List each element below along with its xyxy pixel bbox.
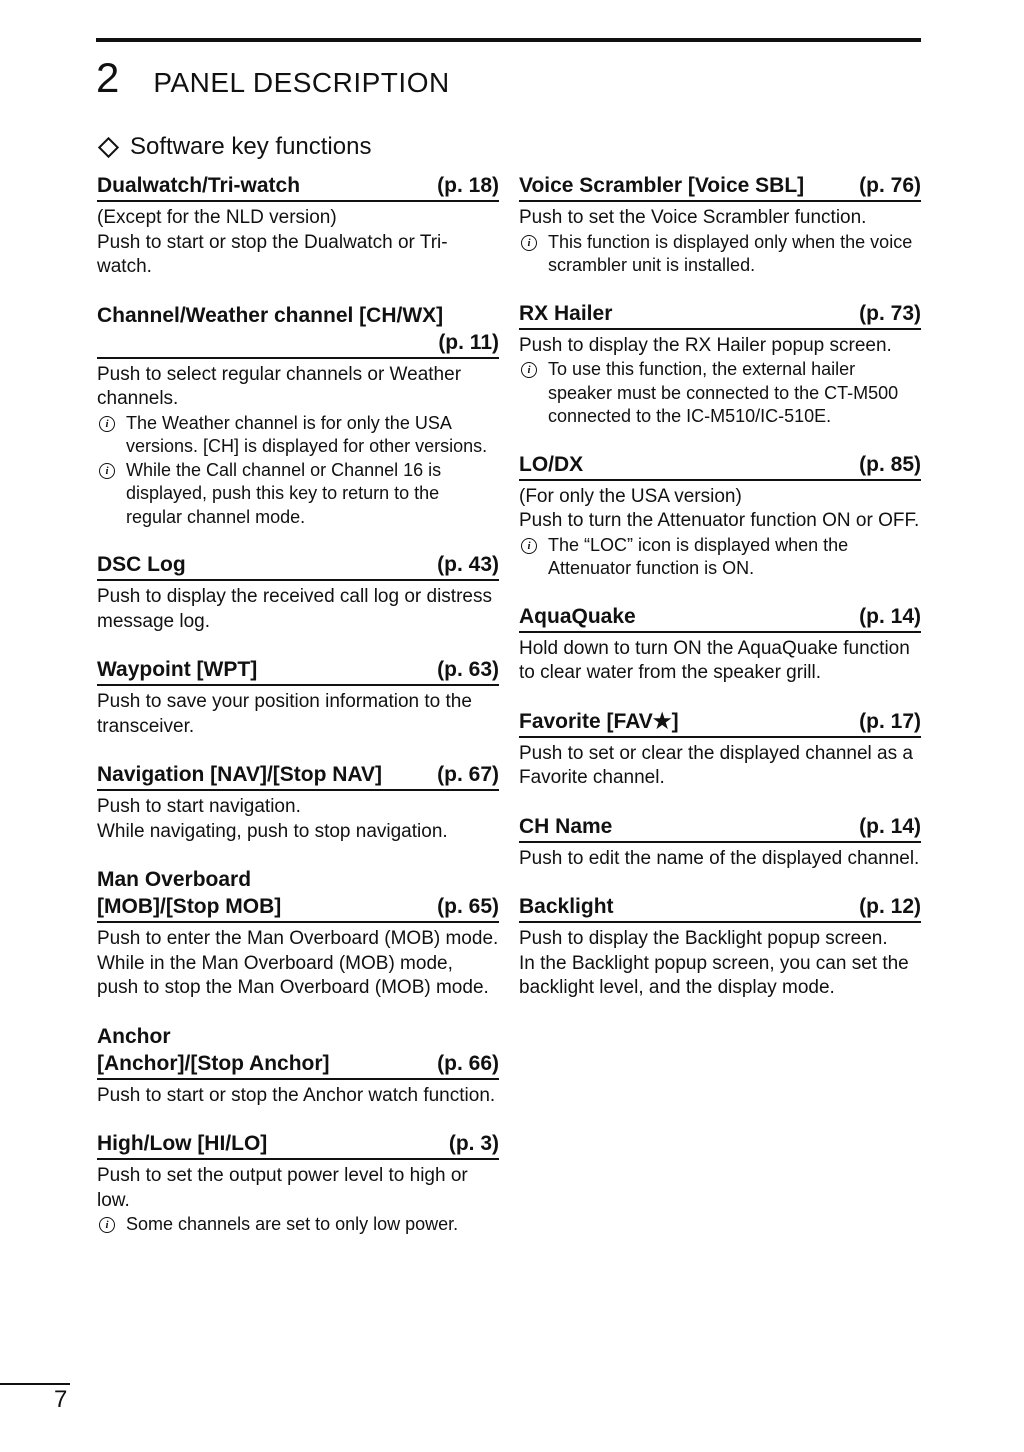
info-icon: i — [521, 538, 537, 554]
page-number: 7 — [54, 1386, 68, 1413]
info-icon: i — [521, 362, 537, 378]
function-entry — [519, 708, 921, 791]
function-heading — [519, 603, 921, 633]
subsection-heading — [97, 133, 371, 161]
function-title: DSC Log — [97, 553, 186, 576]
function-entry — [97, 1130, 499, 1237]
description-line: Push to save your position information to the transceiver. — [97, 691, 472, 737]
page-reference: (p. 76) — [859, 174, 921, 197]
function-heading-row — [97, 656, 499, 683]
description-line: Push to display the RX Hailer popup screen. — [519, 334, 892, 356]
function-heading — [519, 451, 921, 481]
function-heading — [97, 1023, 499, 1080]
function-title: Backlight — [519, 895, 614, 918]
function-entry — [97, 761, 499, 844]
note-text: The Weather channel is for only the USA versions. [CH] is displayed for other versions. — [126, 412, 488, 456]
top-rule — [96, 38, 921, 42]
function-heading-row — [519, 451, 921, 478]
description-line: Push to set the output power level to high or low. — [97, 1165, 468, 1211]
description-line: While navigating, push to stop navigation. — [97, 820, 448, 842]
function-title: Man Overboard — [97, 868, 252, 891]
description-line: Push to set the Voice Scrambler function. — [519, 207, 867, 228]
function-entry — [97, 1023, 499, 1109]
function-heading-row — [97, 1130, 499, 1157]
page-reference: (p. 12) — [859, 895, 921, 918]
description-line: Push to start or stop the Anchor watch function. — [97, 1084, 496, 1106]
page-reference: (p. 66) — [437, 1051, 499, 1075]
diamond-icon — [98, 136, 119, 157]
info-icon: i — [521, 235, 537, 251]
description-line: Push to set or clear the displayed channel as a Favorite channel. — [519, 742, 913, 788]
note — [97, 1213, 499, 1237]
description-line: Push to display the Backlight popup screen. — [519, 928, 888, 949]
function-entry — [519, 813, 921, 872]
info-icon: i — [99, 416, 115, 432]
page-reference: (p. 63) — [437, 658, 499, 681]
function-title: Navigation [NAV]/[Stop NAV] — [97, 763, 383, 786]
function-title: LO/DX — [519, 452, 584, 476]
function-heading-row — [519, 300, 921, 327]
function-heading-row — [519, 603, 921, 630]
note-text: While the Call channel or Channel 16 is displayed, push this key to return to the regular channel mode. — [126, 459, 442, 527]
function-heading — [97, 761, 499, 791]
function-heading-row — [519, 813, 921, 840]
function-heading-row — [97, 551, 499, 578]
note — [97, 412, 499, 459]
description-line: Push to start or stop the Dualwatch or Tri-watch. — [97, 231, 448, 277]
function-heading-row — [97, 172, 499, 199]
note-text: The “LOC” icon is displayed when the Attenuator function is ON. — [548, 534, 849, 578]
function-entry — [519, 893, 921, 1001]
function-key: [Anchor]/[Stop Anchor] — [97, 1051, 330, 1075]
page-reference: (p. 3) — [448, 1132, 499, 1155]
function-heading — [97, 551, 499, 581]
function-entry — [97, 551, 499, 634]
page-reference: (p. 14) — [859, 814, 921, 838]
function-title: Channel/Weather channel [CH/WX] — [97, 303, 444, 327]
function-title: Dualwatch/Tri-watch — [97, 174, 301, 197]
note-text: Some channels are set to only low power. — [126, 1214, 459, 1234]
function-title: High/Low [HI/LO] — [97, 1132, 268, 1155]
function-entry — [97, 656, 499, 739]
function-heading-row — [97, 761, 499, 788]
function-heading — [97, 656, 499, 686]
function-heading — [519, 813, 921, 843]
page-reference: (p. 85) — [859, 452, 921, 476]
note — [519, 358, 921, 429]
description-line: While in the Man Overboard (MOB) mode, push to stop the Man Overboard (MOB) mode. — [97, 952, 489, 998]
page-reference: (p. 43) — [437, 553, 499, 576]
function-title: RX Hailer — [519, 301, 613, 325]
description-line: Push to start navigation. — [97, 796, 301, 817]
function-heading — [97, 1130, 499, 1160]
function-heading-row — [519, 708, 921, 735]
chapter-number: 2 — [96, 54, 120, 101]
note — [519, 534, 921, 581]
page-reference: (p. 73) — [859, 301, 921, 325]
page-reference: (p. 67) — [437, 763, 499, 786]
description-line: Hold down to turn ON the AquaQuake function to clear water from the speaker grill. — [519, 637, 910, 683]
description-line: In the Backlight popup screen, you can set the backlight level, and the display mode. — [519, 952, 909, 998]
page-reference: (p. 65) — [437, 895, 499, 918]
info-icon: i — [99, 463, 115, 479]
function-heading — [519, 708, 921, 738]
function-entry — [519, 451, 921, 581]
function-entry — [97, 302, 499, 530]
note — [97, 459, 499, 530]
function-title: Voice Scrambler [Voice SBL] — [519, 174, 805, 197]
function-heading-row — [519, 172, 921, 199]
page-reference: (p. 17) — [859, 709, 921, 733]
function-title: Favorite [FAV★] — [519, 709, 679, 733]
page-reference: (p. 14) — [859, 604, 921, 628]
note-text: This function is displayed only when the voice scrambler unit is installed. — [548, 231, 913, 275]
function-heading — [97, 866, 499, 923]
description-line: (For only the USA version) — [519, 485, 742, 507]
function-heading — [519, 893, 921, 923]
function-entry — [519, 172, 921, 278]
function-key: [MOB]/[Stop MOB] — [97, 895, 282, 918]
function-entry — [97, 172, 499, 280]
note-text: To use this function, the external hailer speaker must be connected to the CT-M500 connected to the IC-M510/IC-510E. — [548, 359, 899, 426]
note — [519, 231, 921, 278]
function-heading — [97, 172, 499, 202]
description-line: Push to enter the Man Overboard (MOB) mode. — [97, 928, 499, 949]
function-entry — [519, 603, 921, 686]
function-heading — [519, 300, 921, 330]
page-reference: (p. 18) — [437, 174, 499, 197]
chapter-header — [96, 54, 450, 102]
function-title: CH Name — [519, 814, 613, 838]
description-line: Push to select regular channels or Weather channels. — [97, 363, 462, 409]
description-line: (Except for the NLD version) — [97, 207, 337, 228]
page-number-rule — [0, 1383, 70, 1385]
description-line: Push to turn the Attenuator function ON or OFF. — [519, 510, 920, 531]
function-title: Anchor — [97, 1024, 171, 1048]
function-title: AquaQuake — [519, 604, 636, 628]
left-column — [97, 172, 499, 1259]
right-column — [519, 172, 921, 1023]
function-heading — [519, 172, 921, 202]
function-entry — [519, 300, 921, 429]
function-heading — [97, 302, 499, 359]
function-entry — [97, 866, 499, 1001]
subsection-title: Software key functions — [130, 133, 372, 160]
info-icon: i — [99, 1217, 115, 1233]
description-line: Push to edit the name of the displayed channel. — [519, 847, 920, 869]
function-heading-row — [97, 1050, 499, 1077]
function-heading-row — [519, 893, 921, 920]
description-line: Push to display the received call log or distress message log. — [97, 586, 492, 632]
function-heading-row — [97, 893, 499, 920]
function-title: Waypoint [WPT] — [97, 658, 258, 681]
page-reference: (p. 11) — [438, 330, 499, 354]
chapter-title: PANEL DESCRIPTION — [153, 67, 450, 98]
